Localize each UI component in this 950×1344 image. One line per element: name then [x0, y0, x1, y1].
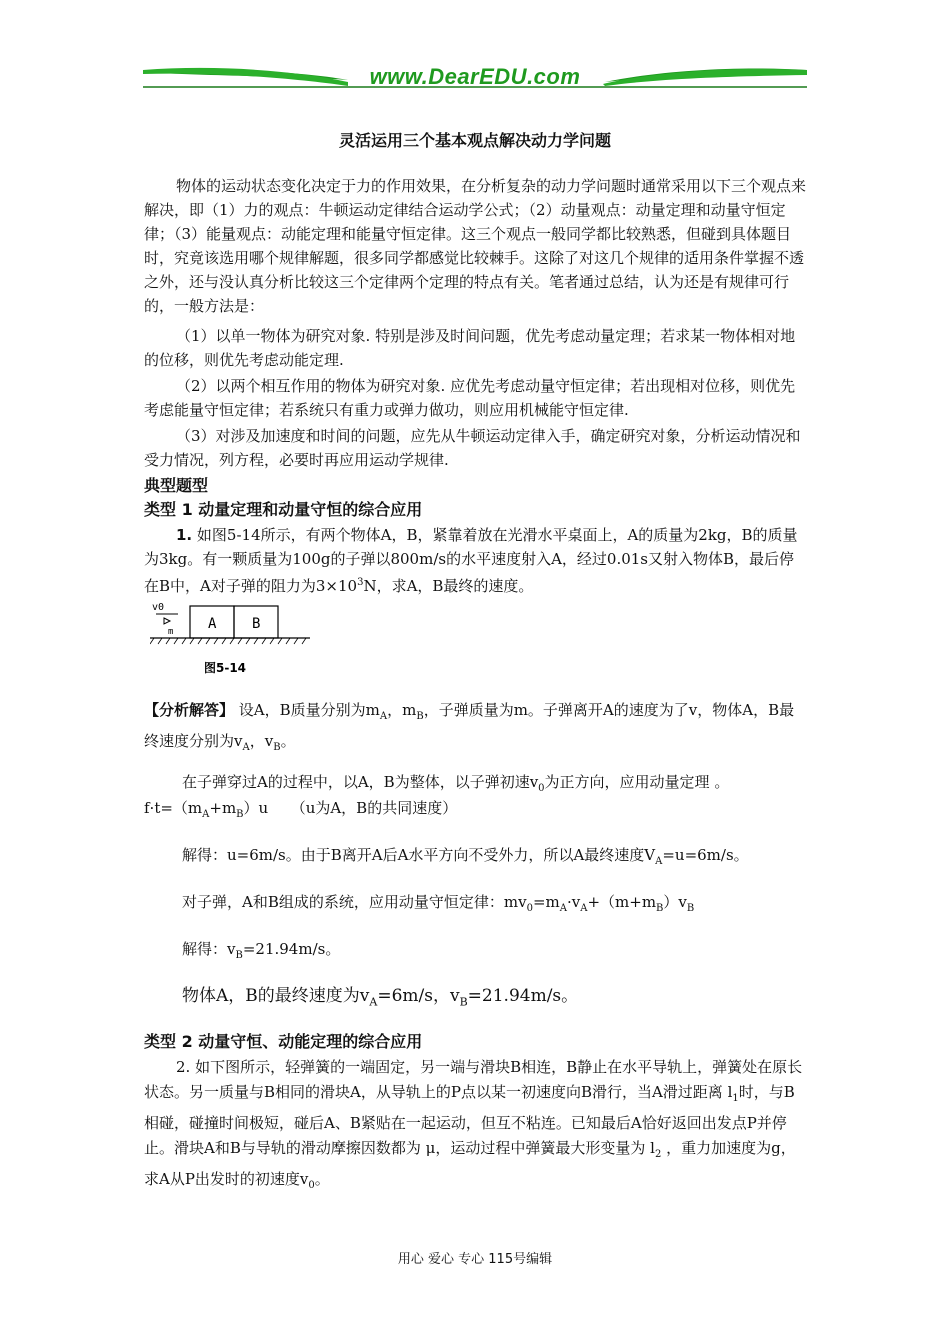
subscript: A — [379, 711, 388, 722]
bullet-shape — [164, 618, 170, 624]
subscript: 0 — [526, 903, 533, 914]
header-banner — [143, 60, 807, 94]
step-1-formula — [144, 796, 808, 827]
subscript: B — [686, 903, 695, 914]
problem-2-text: 时，与B相碰，碰撞时间极短，碰后A、B紧贴在一起运动，但互不粘连。已知最后A恰好返回出发点P并停止。滑块A和B与导轨的滑动摩擦因数都为 μ，运动过程中弹簧最大形变量为 l — [144, 1083, 795, 1157]
step-text: 解得：u=6m/s。由于B离开A后A水平方向不受外力，所以A最终速度V — [182, 846, 656, 864]
method-2: （2）以两个相互作用的物体为研究对象. 应优先考虑动量守恒定律；若出现相对位移，则优先考虑能量守恒定律；若系统只有重力或弹力做功，则应用机械能守恒定律. — [144, 377, 796, 419]
analysis-text: ，子弹质量为m。子弹离开A的速度为了v，物体A，B最终速度分别为v — [144, 701, 795, 750]
analysis-text: ，m — [387, 701, 417, 719]
type2-heading: 类型 2 动量守恒、动能定理的综合应用 — [144, 1032, 423, 1051]
subscript: A — [369, 995, 378, 1009]
method-3: （3）对涉及加速度和时间的问题，应先从牛顿运动定律入手，确定研究对象，分析运动情况和受力情况，列方程，必要时再应用运动学规律. — [144, 427, 801, 469]
step-text: +（m+m — [587, 893, 657, 911]
analysis-label: 【分析解答】 — [144, 701, 235, 719]
page-title: 灵活运用三个基本观点解决动力学问题 — [338, 131, 611, 150]
subscript: A — [202, 809, 210, 820]
step-3-line — [144, 890, 808, 921]
formula-text: f·t=（m — [144, 799, 203, 817]
subscript: B — [656, 903, 664, 914]
step-text: 物体A，B的最终速度为v — [182, 986, 370, 1006]
analysis-paragraph — [144, 698, 808, 760]
analysis-text: 设A，B质量分别为m — [234, 701, 380, 719]
m-label: m — [168, 627, 174, 637]
analysis-text: ，v — [249, 732, 274, 750]
step-text: =21.94m/s。 — [242, 940, 341, 958]
problem-1-number: 1. — [176, 526, 193, 544]
formula-text: ）u （u为A，B的共同速度） — [243, 799, 458, 817]
subscript: A — [580, 903, 588, 914]
step-text: =6m/s，v — [377, 986, 460, 1006]
subscript: B — [416, 711, 424, 722]
step-text: 在子弹穿过A的过程中，以A，B为整体，以子弹初速v — [182, 773, 539, 791]
method-1: （1）以单一物体为研究对象. 特别是涉及时间问题，优先考虑动量定理；若求某一物体相对地的位移，则优先考虑动能定理. — [144, 327, 796, 369]
intro-paragraph: 物体的运动状态变化决定于力的作用效果，在分析复杂的动力学问题时通常采用以下三个观点来解决，即（1）力的观点：牛顿运动定律结合运动学公式；（2）动量观点：动量定理和动量守恒定律；（3）能量观点：动能定理和能量守恒定律。这三个观点一般同学都比较熟悉，但碰到具体题目时，究竟该选用哪个规律解题，很多同学都感觉比较棘手。这除了对这几个规律的适用条件掌握不透之外，还与没认真分析比较这三个定律两个定理的特点有关。笔者通过总结，认为还是有规律可行的，一般方法是： — [144, 177, 807, 315]
subscript: B — [236, 809, 244, 820]
v0-label: v0 — [152, 602, 165, 613]
problem-2-text: 2. 如下图所示，轻弹簧的一端固定，另一端与滑块B相连，B静止在水平导轨上，弹簧处在原长状态。另一质量与B相同的滑块A，从导轨上的P点以某一初速度向B滑行，当A滑过距离 l — [144, 1058, 803, 1101]
ground-hatch — [150, 638, 306, 644]
formula-text: +m — [209, 799, 237, 817]
subscript: 1 — [732, 1093, 739, 1104]
analysis-text: 。 — [280, 732, 296, 750]
step-text: 对子弹，A和B组成的系统，应用动量守恒定律：mv — [182, 893, 527, 911]
subscript: 0 — [308, 1180, 315, 1191]
problem-1 — [144, 523, 808, 598]
step-text: =u=6m/s。 — [662, 846, 749, 864]
subscript: A — [559, 903, 567, 914]
step-text: 为正方向，应用动量定理 。 — [544, 773, 730, 791]
subscript: 2 — [654, 1149, 662, 1160]
step-text: 解得：v — [182, 940, 236, 958]
problem-2-text: ，重力加速度为g，求A从P出发时的初速度v — [144, 1139, 796, 1188]
step-text: =21.94m/s。 — [467, 986, 579, 1006]
block-b-label: B — [252, 616, 261, 632]
subscript: B — [235, 950, 243, 961]
blocks-diagram — [150, 600, 310, 680]
page-footer: 用心 爱心 专心 115号编辑 — [397, 1252, 553, 1267]
step-5-line — [144, 984, 808, 1014]
exponent: 3 — [357, 577, 364, 588]
figure-caption: 图5-14 — [204, 661, 247, 675]
step-text: =m — [532, 893, 560, 911]
type1-heading: 类型 1 动量定理和动量守恒的综合应用 — [144, 500, 423, 519]
site-logo[interactable]: www.DearEDU.com — [369, 64, 581, 89]
section-typical-heading: 典型题型 — [144, 476, 209, 495]
problem-2-text: 。 — [314, 1170, 330, 1188]
step-4-line — [144, 937, 808, 968]
problem-1-text-end: N，求A，B最终的速度。 — [363, 577, 534, 595]
problem-1-text: 如图5-14所示，有两个物体A，B，紧靠着放在光滑水平桌面上，A的质量为2kg，B的质量为3kg。有一颗质量为100g的子弹以800m/s的水平速度射入A，经过0.01s又射入物体B，最后停在B中，A对子弹的阻力为3×10 — [144, 526, 798, 595]
step-text: ）v — [663, 893, 687, 911]
problem-2 — [144, 1055, 808, 1198]
subscript: 0 — [538, 783, 545, 794]
figure-5-14 — [150, 600, 310, 680]
subscript: B — [459, 995, 468, 1009]
block-a-label: A — [208, 616, 217, 632]
subscript: A — [242, 742, 250, 753]
subscript: A — [655, 856, 663, 867]
step-2-line — [144, 843, 808, 874]
subscript: B — [273, 742, 281, 753]
step-text: ·v — [566, 893, 581, 911]
